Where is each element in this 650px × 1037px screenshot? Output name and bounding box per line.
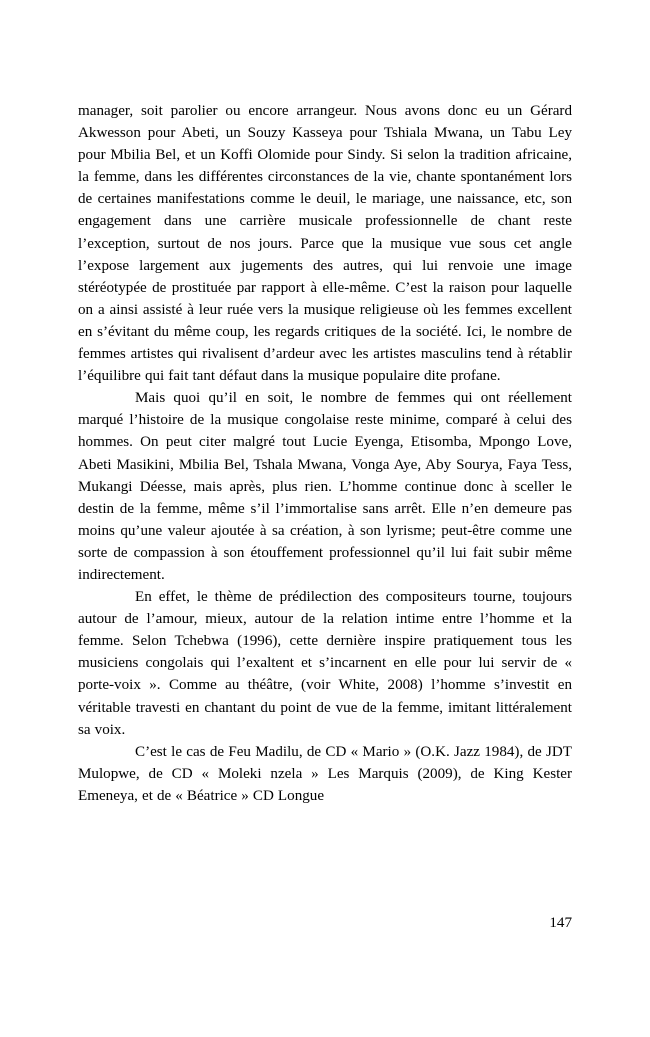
body-text-block (78, 100, 572, 807)
page-number: 147 (549, 915, 572, 931)
paragraph-3: En effet, le thème de prédilection des compositeurs tourne, toujours autour de l’amour, mieux, autour de la relation intime entre l’homme et la femme. Selon Tchebwa (1996), cette dernière inspire pratiquement tous les musiciens congolais qui l’exaltent et s’incarnent en elle pour lui servir de « porte-voix ». Comme au théâtre, (voir White, 2008) l’homme s’investit en véritable travesti en chantant du point de vue de la femme, imitant littéralement sa voix. (78, 589, 572, 738)
paragraph-2: Mais quoi qu’il en soit, le nombre de femmes qui ont réellement marqué l’histoire de la musique congolaise reste minime, comparé à celui des hommes. On peut citer malgré tout Lucie Eyenga, Etisomba, Mpongo Love, Abeti Masikini, Mbilia Bel, Tshala Mwana, Vonga Aye, Aby Sourya, Faya Tess, Mukangi Déesse, mais après, plus rien. L’homme continue donc à sceller le destin de la femme, même s’il l’immortalise sans arrêt. Elle n’en demeure pas moins qu’une valeur ajoutée à sa création, à son lyrisme; peut-être comme une sorte de compassion à son étouffement professionnel qu’il lui fait subir même indirectement. (78, 390, 572, 583)
paragraph-1: manager, soit parolier ou encore arrangeur. Nous avons donc eu un Gérard Akwesson pour Abeti, un Souzy Kasseya pour Tshiala Mwana, un Tabu Ley pour Mbilia Bel, et un Koffi Olomide pour Sindy. Si selon la tradition africaine, la femme, dans les différentes circonstances de la vie, chante spontanément lors de certaines manifestations comme le deuil, le mariage, une naissance, etc, son engagement dans une carrière musicale professionnelle de chant reste l’exception, surtout de nos jours. Parce que la musique vue sous cet angle l’expose largement aux jugements des autres, qui lui renvoie une image stéréotypée de prostituée par rapport à elle-même. C’est la raison pour laquelle on a ainsi assisté à leur ruée vers la musique religieuse où les femmes excellent en s’évitant du même coup, les regards critiques de la société. Ici, le nombre de femmes artistes qui rivalisent d’ardeur avec les artistes masculins tend à rétablir l’équilibre qui fait tant défaut dans la musique populaire dite profane. (78, 103, 572, 385)
paragraph-4: C’est le cas de Feu Madilu, de CD « Mario » (O.K. Jazz 1984), de JDT Mulopwe, de CD « Moleki nzela » Les Marquis (2009), de King Kester Emeneya, et de « Béatrice » CD Longue (78, 743, 572, 804)
